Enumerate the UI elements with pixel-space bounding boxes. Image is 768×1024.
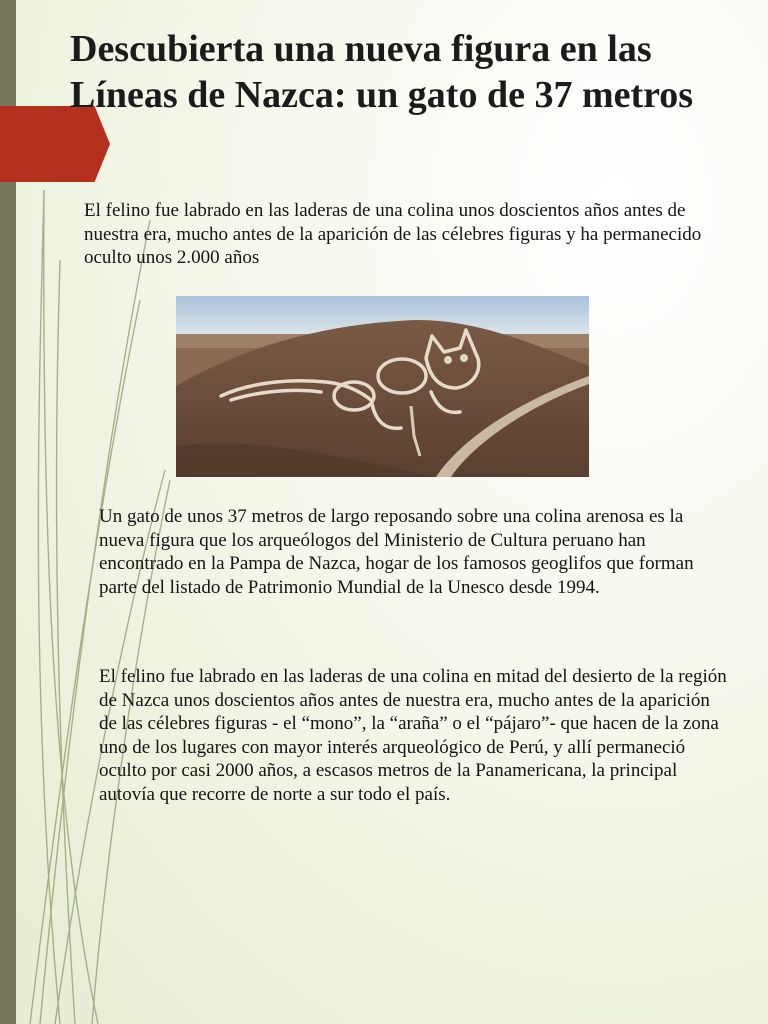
nazca-cat-photo [176,296,589,477]
intro-paragraph: El felino fue labrado en las laderas de una colina unos doscientos años antes de nuestra era, mucho antes de la aparición de las célebres figuras y ha permanecido oculto unos 2.000 años [84,200,702,268]
slide-title: Descubierta una nueva figura en las Líneas de Nazca: un gato de 37 metros [70,28,694,116]
body-paragraph-1: Un gato de unos 37 metros de largo reposando sobre una colina arenosa es la nueva figura que los arqueólogos del Ministerio de Cultura peruano han encontrado en la Pampa de Nazca, hogar de los famosos geoglifos que forman parte del listado de Patrimonio Mundial de la Unesco desde 1994. [99,506,694,598]
body-paragraph-2: El felino fue labrado en las laderas de una colina en mitad del desierto de la región de Nazca unos doscientos años antes de nuestra era, mucho antes de la aparición de las célebres figuras - el “mono”, la “araña” o el “pájaro”- que hacen de la zona uno de los lugares con mayor interés arqueológico de Perú, y allí permaneció oculto por casi 2000 años, a escasos metros de la Panamericana, la principal autovía que recorre de norte a sur todo el país. [99,666,727,805]
